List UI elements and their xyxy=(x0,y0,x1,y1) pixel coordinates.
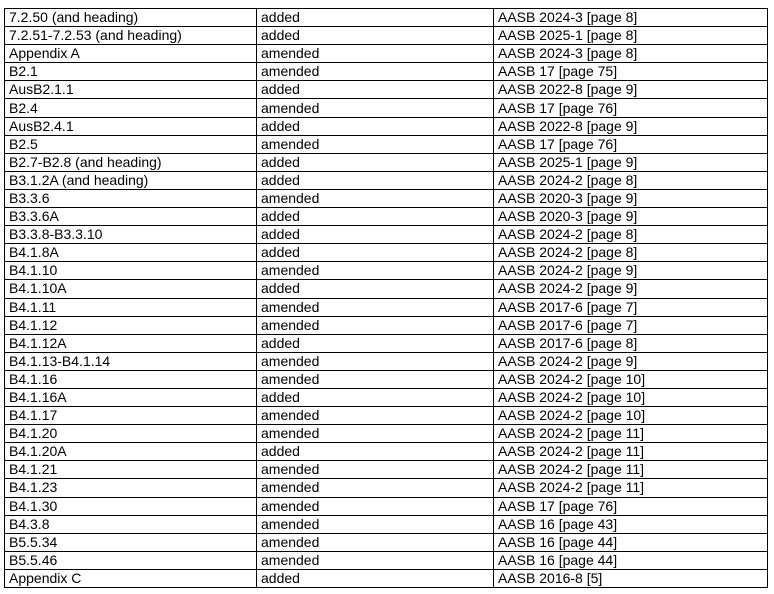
source-cell: AASB 2017-6 [page 8] xyxy=(494,334,768,352)
source-cell: AASB 2024-3 [page 8] xyxy=(494,45,768,63)
paragraph-cell: B4.1.12 xyxy=(5,316,257,334)
change-type-cell: amended xyxy=(257,407,494,425)
change-type-cell: added xyxy=(257,226,494,244)
change-type-cell: added xyxy=(257,244,494,262)
source-cell: AASB 17 [page 76] xyxy=(494,497,768,515)
change-type-cell: amended xyxy=(257,45,494,63)
change-type-cell: added xyxy=(257,171,494,189)
change-type-cell: amended xyxy=(257,135,494,153)
table-row xyxy=(5,81,768,99)
source-cell: AASB 17 [page 76] xyxy=(494,135,768,153)
paragraph-cell: B3.3.6A xyxy=(5,208,257,226)
table-row xyxy=(5,9,768,27)
table-row xyxy=(5,189,768,207)
paragraph-cell: B3.1.2A (and heading) xyxy=(5,171,257,189)
paragraph-cell: B4.1.21 xyxy=(5,461,257,479)
change-type-cell: added xyxy=(257,388,494,406)
source-cell: AASB 2022-8 [page 9] xyxy=(494,117,768,135)
table-row xyxy=(5,479,768,497)
paragraph-cell: B5.5.34 xyxy=(5,533,257,551)
paragraph-cell: B2.7-B2.8 (and heading) xyxy=(5,153,257,171)
table-row xyxy=(5,298,768,316)
change-type-cell: amended xyxy=(257,551,494,569)
source-cell: AASB 2024-2 [page 11] xyxy=(494,425,768,443)
table-row xyxy=(5,63,768,81)
table-row xyxy=(5,244,768,262)
paragraph-cell: B5.5.46 xyxy=(5,551,257,569)
source-cell: AASB 17 [page 75] xyxy=(494,63,768,81)
change-type-cell: amended xyxy=(257,262,494,280)
change-type-cell: amended xyxy=(257,370,494,388)
change-type-cell: amended xyxy=(257,461,494,479)
source-cell: AASB 2024-2 [page 8] xyxy=(494,226,768,244)
paragraph-cell: B4.1.20 xyxy=(5,425,257,443)
source-cell: AASB 2020-3 [page 9] xyxy=(494,208,768,226)
source-cell: AASB 16 [page 43] xyxy=(494,515,768,533)
source-cell: AASB 2025-1 [page 8] xyxy=(494,27,768,45)
change-type-cell: added xyxy=(257,27,494,45)
table-row xyxy=(5,533,768,551)
paragraph-cell: B2.1 xyxy=(5,63,257,81)
source-cell: AASB 2024-2 [page 10] xyxy=(494,407,768,425)
source-cell: AASB 2024-2 [page 11] xyxy=(494,443,768,461)
table-row xyxy=(5,352,768,370)
paragraph-cell: B3.3.8-B3.3.10 xyxy=(5,226,257,244)
table-row xyxy=(5,171,768,189)
source-cell: AASB 2022-8 [page 9] xyxy=(494,81,768,99)
table-row xyxy=(5,316,768,334)
table-row xyxy=(5,407,768,425)
source-cell: AASB 2024-2 [page 10] xyxy=(494,370,768,388)
paragraph-cell: AusB2.1.1 xyxy=(5,81,257,99)
change-type-cell: added xyxy=(257,81,494,99)
change-type-cell: amended xyxy=(257,425,494,443)
change-type-cell: amended xyxy=(257,99,494,117)
paragraph-cell: B4.1.30 xyxy=(5,497,257,515)
paragraph-cell: B4.3.8 xyxy=(5,515,257,533)
table-row xyxy=(5,388,768,406)
paragraph-cell: AusB2.4.1 xyxy=(5,117,257,135)
table-row xyxy=(5,425,768,443)
source-cell: AASB 2024-2 [page 8] xyxy=(494,171,768,189)
source-cell: AASB 2017-6 [page 7] xyxy=(494,316,768,334)
paragraph-cell: B4.1.11 xyxy=(5,298,257,316)
change-type-cell: amended xyxy=(257,533,494,551)
source-cell: AASB 2020-3 [page 9] xyxy=(494,189,768,207)
table-row xyxy=(5,461,768,479)
paragraph-cell: B4.1.20A xyxy=(5,443,257,461)
paragraph-cell: B4.1.10 xyxy=(5,262,257,280)
change-type-cell: amended xyxy=(257,479,494,497)
table-row xyxy=(5,208,768,226)
change-type-cell: amended xyxy=(257,497,494,515)
source-cell: AASB 16 [page 44] xyxy=(494,551,768,569)
change-type-cell: added xyxy=(257,117,494,135)
paragraph-cell: B4.1.13-B4.1.14 xyxy=(5,352,257,370)
change-type-cell: added xyxy=(257,208,494,226)
table-row xyxy=(5,262,768,280)
table-row xyxy=(5,551,768,569)
source-cell: AASB 2024-2 [page 11] xyxy=(494,479,768,497)
paragraph-cell: B4.1.10A xyxy=(5,280,257,298)
change-type-cell: amended xyxy=(257,515,494,533)
change-type-cell: added xyxy=(257,280,494,298)
source-cell: AASB 16 [page 44] xyxy=(494,533,768,551)
paragraph-cell: B4.1.17 xyxy=(5,407,257,425)
table-row xyxy=(5,153,768,171)
source-cell: AASB 17 [page 76] xyxy=(494,99,768,117)
table-row xyxy=(5,497,768,515)
table-row xyxy=(5,515,768,533)
table-row xyxy=(5,99,768,117)
source-cell: AASB 2024-2 [page 9] xyxy=(494,352,768,370)
table-row xyxy=(5,117,768,135)
source-cell: AASB 2016-8 [5] xyxy=(494,569,768,587)
source-cell: AASB 2024-2 [page 9] xyxy=(494,262,768,280)
change-type-cell: amended xyxy=(257,189,494,207)
source-cell: AASB 2024-2 [page 8] xyxy=(494,244,768,262)
table-row xyxy=(5,226,768,244)
change-type-cell: amended xyxy=(257,316,494,334)
change-type-cell: added xyxy=(257,9,494,27)
change-type-cell: amended xyxy=(257,298,494,316)
table-row xyxy=(5,280,768,298)
paragraph-cell: B4.1.23 xyxy=(5,479,257,497)
change-type-cell: added xyxy=(257,569,494,587)
source-cell: AASB 2025-1 [page 9] xyxy=(494,153,768,171)
paragraph-cell: B4.1.16A xyxy=(5,388,257,406)
source-cell: AASB 2024-2 [page 10] xyxy=(494,388,768,406)
table-row xyxy=(5,569,768,587)
table-row xyxy=(5,27,768,45)
paragraph-cell: B2.4 xyxy=(5,99,257,117)
change-type-cell: amended xyxy=(257,352,494,370)
amendments-table xyxy=(4,8,768,588)
source-cell: AASB 2017-6 [page 7] xyxy=(494,298,768,316)
table-row xyxy=(5,45,768,63)
paragraph-cell: B4.1.16 xyxy=(5,370,257,388)
change-type-cell: added xyxy=(257,153,494,171)
table-row xyxy=(5,443,768,461)
source-cell: AASB 2024-2 [page 11] xyxy=(494,461,768,479)
source-cell: AASB 2024-2 [page 9] xyxy=(494,280,768,298)
paragraph-cell: B4.1.8A xyxy=(5,244,257,262)
paragraph-cell: Appendix A xyxy=(5,45,257,63)
table-row xyxy=(5,135,768,153)
paragraph-cell: B4.1.12A xyxy=(5,334,257,352)
source-cell: AASB 2024-3 [page 8] xyxy=(494,9,768,27)
paragraph-cell: B2.5 xyxy=(5,135,257,153)
change-type-cell: added xyxy=(257,334,494,352)
paragraph-cell: 7.2.51-7.2.53 (and heading) xyxy=(5,27,257,45)
paragraph-cell: 7.2.50 (and heading) xyxy=(5,9,257,27)
table-row xyxy=(5,370,768,388)
change-type-cell: amended xyxy=(257,63,494,81)
change-type-cell: added xyxy=(257,443,494,461)
amendments-table-body xyxy=(5,9,768,588)
paragraph-cell: B3.3.6 xyxy=(5,189,257,207)
paragraph-cell: Appendix C xyxy=(5,569,257,587)
table-row xyxy=(5,334,768,352)
